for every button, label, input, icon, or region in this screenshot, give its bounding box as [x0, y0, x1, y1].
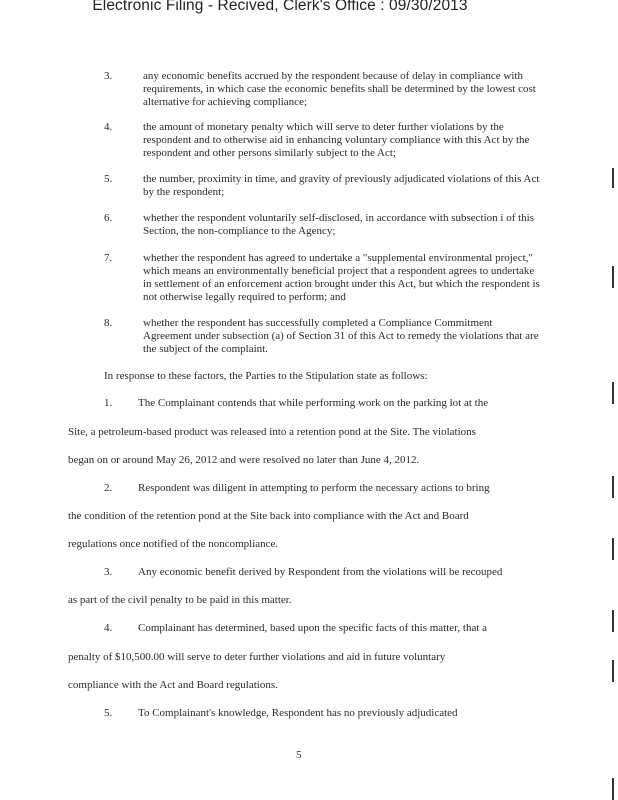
- response-1-line-1: The Complainant contends that while performing work on the parking lot at the: [138, 397, 489, 409]
- scan-mark: [612, 610, 614, 632]
- filing-stamp-header: Electronic Filing - Recived, Clerk's Office : 09/30/2013: [92, 0, 468, 14]
- response-3-line-2: as part of the civil penalty to be paid in this matter.: [68, 594, 292, 606]
- scan-mark: [612, 382, 614, 404]
- factor-number: 6.: [104, 212, 113, 224]
- intro-text: In response to these factors, the Parties to the Stipulation state as follows:: [104, 370, 428, 382]
- response-2-line-1: Respondent was diligent in attempting to perform the necessary actions to bring: [138, 482, 490, 494]
- response-4-line-2: penalty of $10,500.00 will serve to deter further violations and aid in future voluntary: [68, 651, 446, 663]
- response-4-number: 4.: [104, 622, 113, 634]
- scan-mark: [612, 778, 614, 800]
- response-2-number: 2.: [104, 482, 113, 494]
- factor-text: whether the respondent has successfully completed a Compliance Commitment Agreement under subsection (a) of Section 31 of this Act to remedy the violations that are the subject of the complaint.: [143, 317, 539, 355]
- factor-number: 8.: [104, 317, 113, 329]
- factor-text: whether the respondent voluntarily self-disclosed, in accordance with subsection i of this Section, the non-compliance to the Agency;: [143, 212, 535, 237]
- factor-text: the amount of monetary penalty which will serve to deter further violations by the respondent and to otherwise aid in enhancing voluntary compliance with this Act by the respondent and other persons similarly subject to the Act;: [143, 121, 530, 159]
- response-1-number: 1.: [104, 397, 113, 409]
- response-1-line-3: began on or around May 26, 2012 and were resolved no later than June 4, 2012.: [68, 454, 420, 466]
- scan-mark: [612, 168, 614, 188]
- scan-mark: [612, 660, 614, 682]
- response-4-line-1: Complainant has determined, based upon the specific facts of this matter, that a: [138, 622, 488, 634]
- response-2-line-2: the condition of the retention pond at the Site back into compliance with the Act and Board: [68, 510, 469, 522]
- factor-text: any economic benefits accrued by the respondent because of delay in compliance with requirements, in which case the economic benefits shall be determined by the lowest cost alternative for achieving compliance;: [143, 70, 536, 108]
- response-2-line-3: regulations once notified of the noncompliance.: [68, 538, 279, 550]
- page-number: 5: [296, 749, 302, 761]
- response-5-number: 5.: [104, 707, 113, 719]
- response-3-number: 3.: [104, 566, 113, 578]
- factor-number: 5.: [104, 173, 113, 185]
- scan-mark: [612, 538, 614, 560]
- scan-mark: [612, 266, 614, 288]
- factor-number: 7.: [104, 252, 113, 264]
- factor-number: 3.: [104, 70, 113, 82]
- response-4-line-3: compliance with the Act and Board regulations.: [68, 679, 278, 691]
- factor-text: the number, proximity in time, and gravity of previously adjudicated violations of this Act by the respondent;: [143, 173, 540, 198]
- factor-number: 4.: [104, 121, 113, 133]
- scan-mark: [612, 476, 614, 498]
- response-3-line-1: Any economic benefit derived by Respondent from the violations will be recouped: [138, 566, 503, 578]
- response-1-line-2: Site, a petroleum-based product was released into a retention pond at the Site. The violations: [68, 426, 476, 438]
- response-5-line-1: To Complainant's knowledge, Respondent has no previously adjudicated: [138, 707, 458, 719]
- factor-text: whether the respondent has agreed to undertake a "supplemental environmental project," which means an environmentally beneficial project that a respondent agrees to undertake in settlement of an enforcement action brought under this Act, but which the respondent is not otherwise legally required to perform; and: [143, 252, 540, 303]
